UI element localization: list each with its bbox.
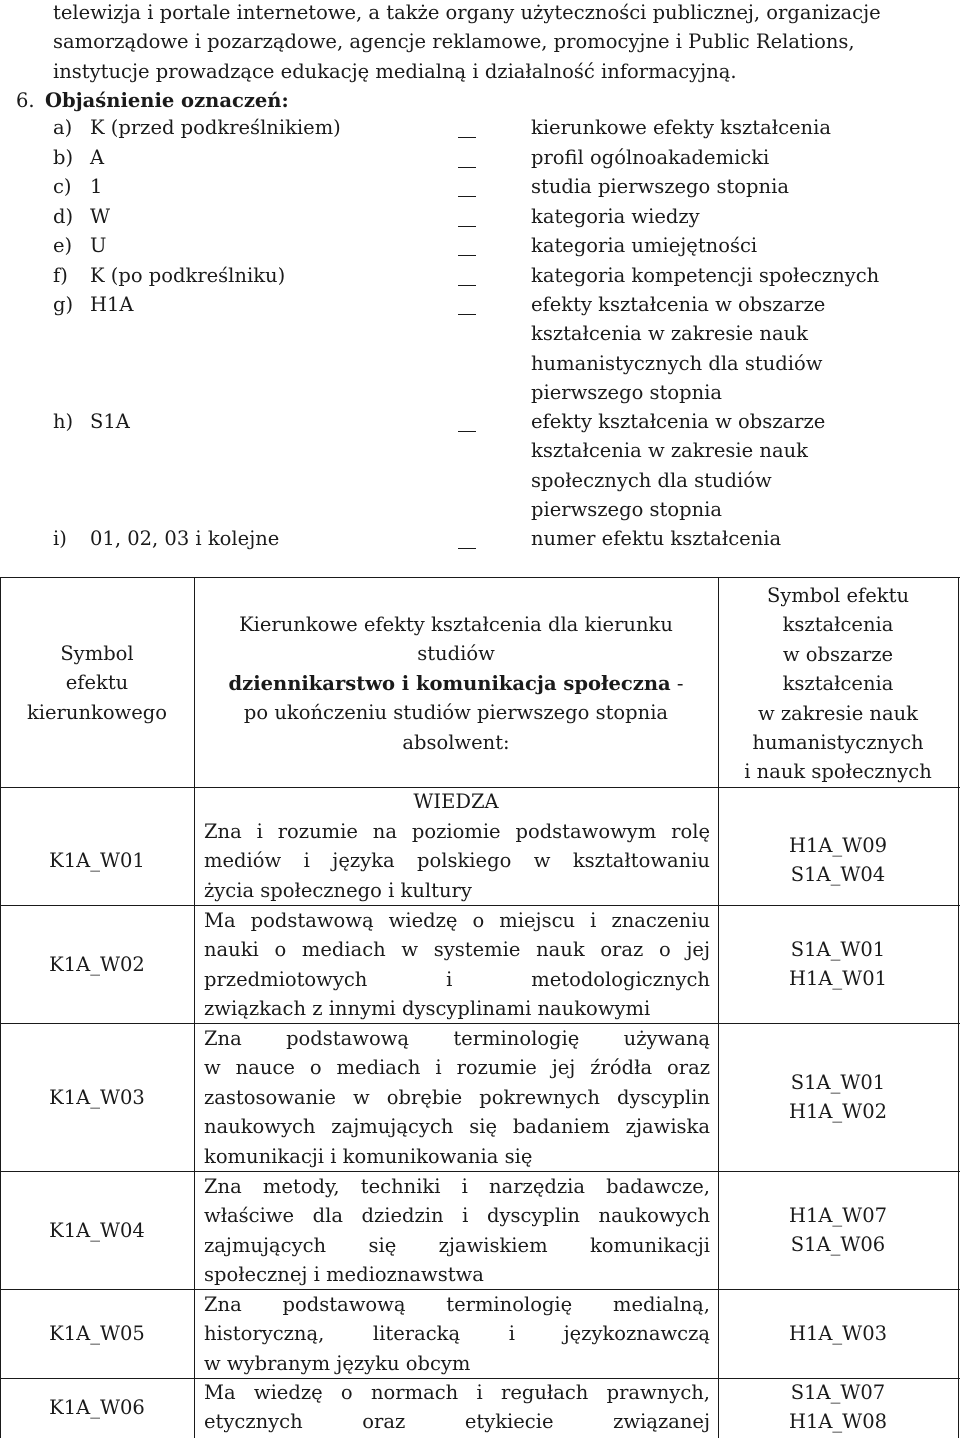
- legend-description-line: numer efektu kształcenia: [531, 527, 782, 550]
- program-name-line: [194, 669, 718, 698]
- outcome-text-line: naukowych zajmujących się badaniem zjawiska: [204, 1115, 710, 1139]
- legend-letter: b): [53, 145, 74, 169]
- outcome-description: [204, 817, 710, 905]
- intro-line: telewizja i portale internetowe, a także organy użyteczności publicznej, organizacje: [53, 1, 881, 24]
- legend-description-line: pierwszego stopnia: [531, 498, 723, 522]
- outcome-text-line: historyczną, literacką i językoznawczą: [204, 1322, 710, 1346]
- header-text: studiów: [417, 642, 495, 666]
- area-symbol: S1A_W07: [790, 1381, 886, 1404]
- outcome-text-line: w nauce o mediach i rozumie jej źródła oraz: [204, 1056, 710, 1080]
- header-text: Kierunkowe efekty kształcenia dla kierunku: [239, 613, 673, 636]
- legend-description-line: efekty kształcenia w obszarze: [531, 293, 826, 316]
- legend-dash: [458, 255, 476, 256]
- legend-symbol: S1A: [90, 410, 130, 433]
- section-label: WIEDZA: [413, 790, 499, 813]
- legend-description-line: kształcenia w zakresie nauk: [531, 322, 808, 346]
- legend-dash: [458, 431, 476, 432]
- header-text: kształcenia: [782, 613, 894, 637]
- intro-line: instytucje prowadzące edukację medialną i działalność informacyjną.: [53, 59, 737, 83]
- outcome-text-line: właściwe dla dziedzin i dyscyplin naukowych: [204, 1204, 710, 1228]
- header-text: po ukończeniu studiów pierwszego stopnia: [243, 701, 669, 725]
- outcome-symbol: K1A_W05: [49, 1322, 145, 1345]
- outcome-text-line: społecznej i medioznawstwa: [204, 1263, 484, 1287]
- header-text: absolwent:: [402, 730, 510, 754]
- outcome-symbol: K1A_W01: [49, 849, 145, 872]
- outcome-text-line: Zna podstawową terminologię medialną,: [204, 1293, 710, 1316]
- legend-letter: a): [53, 116, 73, 139]
- legend-dash: [458, 314, 476, 315]
- header-text: efektu: [65, 671, 129, 695]
- legend-dash: [458, 137, 476, 138]
- legend-letter: e): [53, 234, 73, 257]
- legend-description-line: kategoria wiedzy: [531, 204, 700, 228]
- area-symbols: [718, 831, 958, 890]
- header-symbol-cell: [0, 639, 194, 727]
- learning-outcomes-table: [0, 577, 960, 1438]
- legend-title: Objaśnienie oznaczeń:: [45, 89, 289, 112]
- table-border-right: [958, 577, 959, 1438]
- outcome-symbol: K1A_W06: [49, 1396, 145, 1419]
- outcome-text-line: w wybranym języku obcym: [204, 1351, 471, 1375]
- outcome-text-line: zastosowanie w obrębie pokrewnych dyscyplin: [204, 1085, 710, 1109]
- area-symbol: H1A_W07: [788, 1204, 888, 1227]
- outcome-text-line: Zna podstawową terminologię używaną: [204, 1027, 710, 1050]
- legend-description: [531, 202, 921, 231]
- outcome-text-line: życia społecznego i kultury: [204, 878, 472, 902]
- legend-description-line: kształcenia w zakresie nauk: [531, 439, 808, 463]
- area-symbol: H1A_W02: [788, 1100, 888, 1124]
- legend-description-line: kategoria kompetencji społecznych: [531, 263, 880, 287]
- legend-description-line: humanistycznych dla studiów: [531, 351, 823, 375]
- legend-dash: [458, 167, 476, 168]
- legend-description-line: studia pierwszego stopnia: [531, 175, 789, 198]
- legend-symbol: 1: [90, 175, 103, 198]
- header-text: w obszarze: [782, 642, 894, 666]
- outcome-symbol: K1A_W04: [49, 1219, 145, 1242]
- header-text: Symbol efektu: [766, 584, 910, 607]
- header-text: kierunkowego: [26, 700, 168, 724]
- outcome-text-line: komunikacji i komunikowania się: [204, 1144, 533, 1168]
- outcome-text-line: nauki o mediach w systemie nauk oraz o jej: [204, 938, 710, 962]
- header-description-cell: [194, 610, 718, 757]
- area-symbol: H1A_W03: [788, 1322, 888, 1345]
- legend-description: [531, 113, 921, 142]
- legend-letter: h): [53, 410, 74, 433]
- outcome-text-line: etycznych oraz etykiecie związanej: [204, 1410, 710, 1434]
- header-text: humanistycznych: [752, 731, 924, 755]
- intro-paragraph: [53, 0, 958, 86]
- outcome-symbol: K1A_W02: [49, 953, 145, 976]
- area-symbols: [718, 1068, 958, 1127]
- header-text: Symbol: [60, 642, 134, 665]
- outcome-text-line: zajmujących się zjawiskiem komunikacji: [204, 1233, 710, 1257]
- legend-dash: [458, 226, 476, 227]
- legend-description-line: pierwszego stopnia: [531, 381, 723, 405]
- area-symbols: [718, 1378, 958, 1437]
- area-symbol: H1A_W01: [788, 967, 888, 991]
- outcome-text-line: Ma wiedzę o normach i regułach prawnych,: [204, 1381, 710, 1404]
- legend-description: [531, 143, 921, 172]
- outcome-text-line: mediów i języka polskiego w kształtowaniu: [204, 849, 710, 873]
- legend-description: [531, 261, 921, 290]
- area-symbol: S1A_W06: [790, 1233, 886, 1257]
- header-text: kształcenia: [782, 672, 894, 696]
- legend-heading: [16, 86, 289, 115]
- legend-description: [531, 524, 921, 553]
- outcome-description: [204, 1378, 710, 1437]
- outcome-text-line: Ma podstawową wiedzę o miejscu i znaczeniu: [204, 909, 710, 932]
- legend-number: 6.: [16, 89, 35, 112]
- outcome-text-line: związkach z innymi dyscyplinami naukowymi: [204, 997, 651, 1021]
- legend-description-line: kierunkowe efekty kształcenia: [531, 116, 831, 139]
- outcome-description: [204, 906, 710, 1024]
- legend-letter: g): [53, 293, 74, 316]
- area-symbols: [718, 935, 958, 994]
- legend-description: [531, 290, 921, 408]
- area-symbols: [718, 1319, 958, 1348]
- legend-letter: c): [53, 175, 72, 198]
- legend-letter: f): [53, 263, 68, 287]
- legend-description: [531, 172, 921, 201]
- outcome-text-line: Zna i rozumie na poziomie podstawowym rolę: [204, 820, 710, 843]
- program-name: dziennikarstwo i komunikacja społeczna: [228, 671, 671, 695]
- legend-letter: i): [53, 527, 67, 550]
- legend-description: [531, 231, 921, 260]
- outcome-description: [204, 1172, 710, 1290]
- legend-dash: [458, 196, 476, 197]
- outcome-text-line: przedmiotowych i metodologicznych: [204, 967, 710, 991]
- header-text: w zakresie nauk: [757, 701, 918, 725]
- area-symbol: H1A_W09: [788, 834, 888, 857]
- legend-description-line: profil ogólnoakademicki: [531, 145, 770, 169]
- legend-description: [531, 407, 921, 525]
- header-area-cell: [718, 581, 958, 787]
- legend-dash: [458, 285, 476, 286]
- legend-dash: [458, 548, 476, 549]
- outcome-symbol: K1A_W03: [49, 1086, 145, 1109]
- legend-symbol: A: [90, 145, 105, 169]
- legend-symbol: H1A: [90, 293, 134, 316]
- legend-symbol: K (po podkreślniku): [90, 263, 286, 287]
- legend-symbol: W: [90, 204, 111, 228]
- outcome-description: [204, 1024, 710, 1171]
- area-symbol: H1A_W08: [788, 1410, 888, 1434]
- table-border-top: [0, 577, 960, 578]
- header-text: i nauk społecznych: [744, 760, 932, 784]
- area-symbol: S1A_W04: [790, 863, 886, 887]
- legend-description-line: efekty kształcenia w obszarze: [531, 410, 826, 433]
- legend-symbol: U: [90, 234, 107, 257]
- legend-description-line: kategoria umiejętności: [531, 234, 758, 257]
- area-symbol: S1A_W01: [790, 1071, 886, 1094]
- legend-symbol: 01, 02, 03 i kolejne: [90, 527, 280, 550]
- legend-description-line: społecznych dla studiów: [531, 468, 772, 492]
- outcome-description: [204, 1290, 710, 1378]
- legend-symbol: K (przed podkreślnikiem): [90, 116, 341, 139]
- legend-letter: d): [53, 204, 74, 228]
- area-symbols: [718, 1201, 958, 1260]
- outcome-text-line: Zna metody, techniki i narzędzia badawcze,: [204, 1175, 710, 1198]
- intro-line: samorządowe i pozarządowe, agencje reklamowe, promocyjne i Public Relations,: [53, 30, 855, 54]
- header-text: -: [670, 671, 684, 695]
- area-symbol: S1A_W01: [790, 938, 886, 961]
